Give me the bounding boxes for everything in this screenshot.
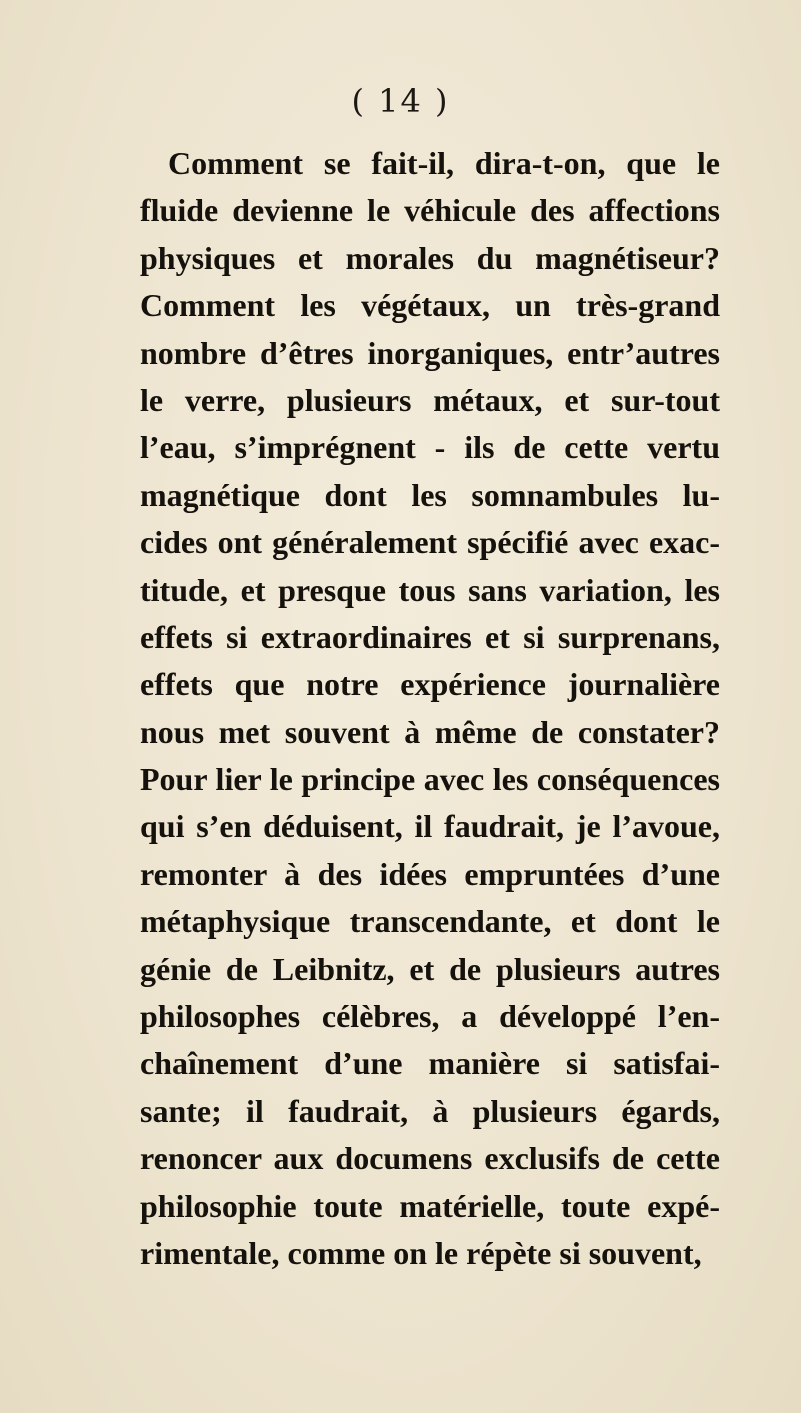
text-line: l’eau, s’imprégnent - ils de cette vertu (140, 429, 720, 466)
text-line: rimentale, comme on le répète si souvent, (140, 1234, 702, 1271)
text-line: métaphysique transcendante, et dont le (140, 903, 720, 940)
text-line: Comment se fait-il, dira-t-on, que le (168, 145, 720, 181)
text-line: nous met souvent à même de constater? (140, 713, 720, 750)
text-line: Pour lier le principe avec les conséquences (140, 761, 720, 798)
text-line: chaînement d’une manière si satisfai- (140, 1045, 720, 1082)
text-line: magnétique dont les somnambules lu- (140, 476, 720, 513)
text-line: nombre d’êtres inorganiques, entr’autres (140, 334, 720, 371)
text-line: physiques et morales du magnétiseur? (140, 239, 720, 276)
body-text (140, 140, 720, 1277)
text-line: philosophes célèbres, a développé l’en- (140, 998, 720, 1035)
text-line: fluide devienne le véhicule des affections (140, 192, 720, 229)
text-line: philosophie toute matérielle, toute expé- (140, 1187, 720, 1224)
text-line: génie de Leibnitz, et de plusieurs autres (140, 950, 720, 987)
text-line: qui s’en déduisent, il faudrait, je l’avoue, (140, 808, 720, 845)
text-line: effets que notre expérience journalière (140, 666, 720, 703)
text-line: remonter à des idées empruntées d’une (140, 855, 720, 892)
text-line: cides ont généralement spécifié avec exac- (140, 524, 720, 561)
text-line: renoncer aux documens exclusifs de cette (140, 1140, 720, 1177)
text-line: effets si extraordinaires et si surprenans, (140, 618, 720, 655)
text-line: Comment les végétaux, un très-grand (140, 287, 720, 324)
text-line: titude, et presque tous sans variation, les (140, 571, 720, 608)
text-line: sante; il faudrait, à plusieurs égards, (140, 1092, 720, 1129)
page-number: ( 14 ) (351, 82, 450, 120)
text-line: le verre, plusieurs métaux, et sur-tout (140, 381, 720, 418)
